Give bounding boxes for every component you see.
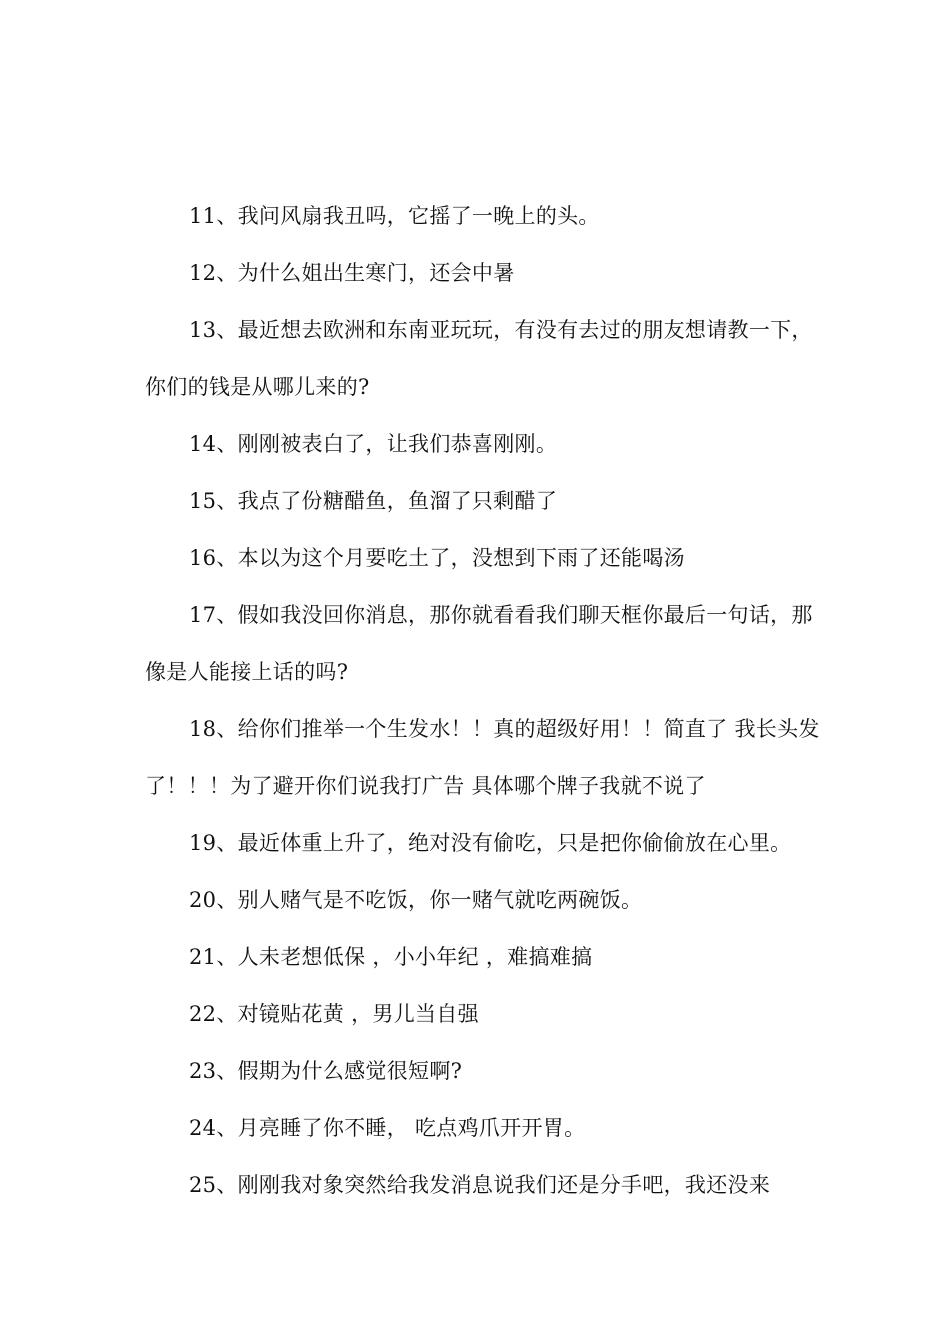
paragraph-24: 24、月亮睡了你不睡， 吃点鸡爪开开胃。 — [189, 1116, 586, 1140]
paragraph-18: 18、给你们推举一个生发水！！真的超级好用！！简直了 我长头发了！！！为了避开你们说我打广告 具体哪个牌子我就不说了 — [145, 717, 820, 798]
paragraph-11: 11、我问风扇我丑吗，它摇了一晚上的头。 — [189, 204, 600, 228]
paragraph-25: 25、刚刚我对象突然给我发消息说我们还是分手吧，我还没来 — [189, 1173, 771, 1197]
paragraph-20: 20、别人赌气是不吃饭，你一赌气就吃两碗饭。 — [189, 888, 643, 912]
paragraph-23: 23、假期为什么感觉很短啊? — [189, 1059, 463, 1083]
paragraph-22: 22、对镜贴花黄 ，男儿当自强 — [189, 1002, 479, 1026]
paragraph-16: 16、本以为这个月要吃土了，没想到下雨了还能喝汤 — [189, 546, 685, 570]
document-body — [145, 188, 825, 1214]
paragraph-19: 19、最近体重上升了，绝对没有偷吃，只是把你偷偷放在心里。 — [189, 831, 792, 855]
paragraph-12: 12、为什么姐出生寒门，还会中暑 — [189, 261, 515, 285]
paragraph-14: 14、刚刚被表白了，让我们恭喜刚刚。 — [189, 432, 558, 456]
paragraph-15: 15、我点了份糖醋鱼，鱼溜了只剩醋了 — [189, 489, 558, 513]
paragraph-21: 21、人未老想低保 ，小小年纪 ，难搞难搞 — [189, 945, 593, 969]
paragraph-13: 13、最近想去欧洲和东南亚玩玩，有没有去过的朋友想请教一下，你们的钱是从哪儿来的? — [145, 318, 813, 399]
paragraph-17: 17、假如我没回你消息，那你就看看我们聊天框你最后一句话，那像是人能接上话的吗? — [145, 603, 813, 684]
